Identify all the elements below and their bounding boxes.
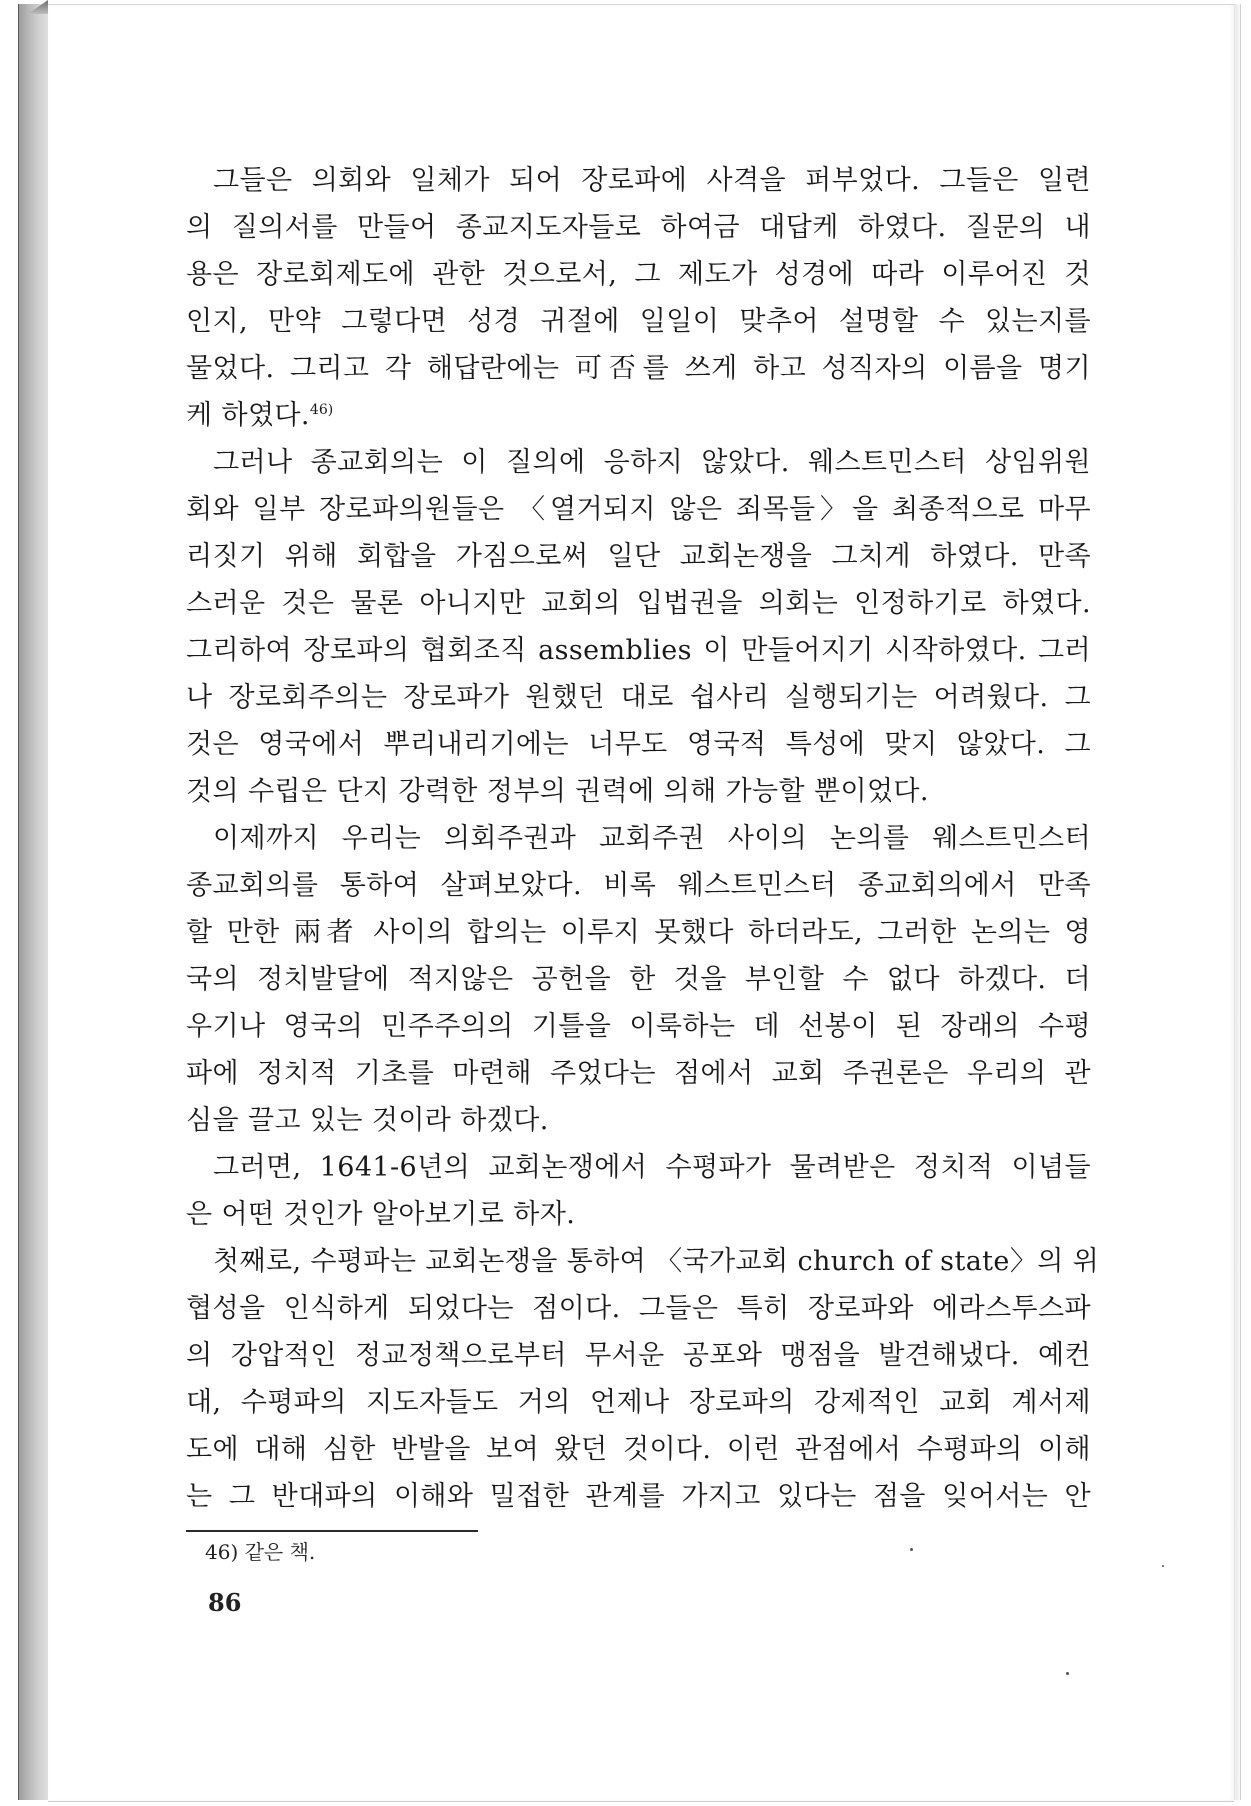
text-line: 의 질의서를 만들어 종교지도자들로 하여금 대답케 하였다. 질문의 내 [186,212,1091,243]
body-text [186,157,1100,1520]
scan-speck [1066,1672,1069,1675]
text-line: 도에 대해 심한 반발을 보여 왔던 것이다. 이런 관점에서 수평파의 이해 [186,1434,1091,1465]
text-line: 할 만한 兩者 사이의 합의는 이루지 못했다 하더라도, 그러한 논의는 영 [186,917,1091,948]
text-line: 회와 일부 장로파의원들은 〈열거되지 않은 죄목들〉을 최종적으로 마무 [186,494,1091,525]
text-line: 그러면, 1641-6년의 교회논쟁에서 수평파가 물려받은 정치적 이념들 [213,1152,1091,1183]
text-line: 협성을 인식하게 되었다는 점이다. 그들은 특히 장로파와 에라스투스파 [186,1293,1091,1324]
text-line: 국의 정치발달에 적지않은 공헌을 한 것을 부인할 수 없다 하겠다. 더 [186,964,1091,995]
text-line: 은 어떤 것인가 알아보기로 하자. [186,1199,576,1230]
page-edge [1234,4,1241,1800]
scan-speck [1162,1565,1164,1567]
text-line: 것의 수립은 단지 강력한 정부의 권력에 의해 가능할 뿐이었다. [186,776,929,807]
text-line: 의 강압적인 정교정책으로부터 무서운 공포와 맹점을 발견해냈다. 예컨 [186,1340,1091,1371]
page-number: 86 [208,1588,242,1617]
text-line: 우기나 영국의 민주주의의 기틀을 이룩하는 데 선봉이 된 장래의 수평 [186,1011,1091,1042]
footnote-divider [186,1530,478,1532]
text-line: 종교회의를 통하여 살펴보았다. 비록 웨스트민스터 종교회의에서 만족 [186,870,1091,901]
text-line: 심을 끌고 있는 것이라 하겠다. [186,1105,549,1136]
footnote: 46) 같은 책. [205,1540,316,1564]
text-line: 물었다. 그리고 각 해답란에는 可否를 쓰게 하고 성직자의 이름을 명기 [186,353,1091,384]
text-fragment: 케 하였다. [186,400,310,431]
footnote-reference: 46) [309,402,334,418]
text-line: 는 그 반대파의 이해와 밀접한 관계를 가지고 있다는 점을 잊어서는 안 [186,1481,1091,1512]
text-line: 나 장로회주의는 장로파가 원했던 대로 쉽사리 실행되기는 어려웠다. 그 [186,682,1091,713]
text-line: 대, 수평파의 지도자들도 거의 언제나 장로파의 강제적인 교회 계서제 [186,1387,1091,1418]
text-line: 이제까지 우리는 의회주권과 교회주권 사이의 논의를 웨스트민스터 [213,823,1091,854]
text-line: 인지, 만약 그렇다면 성경 귀절에 일일이 맞추어 설명할 수 있는지를 [186,306,1091,337]
text-line: 것은 영국에서 뿌리내리기에는 너무도 영국적 특성에 맞지 않았다. 그 [186,729,1091,760]
text-line: 용은 장로회제도에 관한 것으로서, 그 제도가 성경에 따라 이루어진 것 [186,259,1091,290]
text-line: 스러운 것은 물론 아니지만 교회의 입법권을 의회는 인정하기로 하였다. [186,588,1091,619]
text-line: 그들은 의회와 일체가 되어 장로파에 사격을 퍼부었다. 그들은 일련 [213,165,1091,196]
scan-speck [910,1548,913,1551]
text-line: 첫째로, 수평파는 교회논쟁을 통하여 〈국가교회 church of state〉의 위 [213,1246,1100,1277]
text-line [186,392,1091,439]
text-line: 리짓기 위해 회합을 가짐으로써 일단 교회논쟁을 그치게 하였다. 만족 [186,541,1091,572]
text-line: 그러나 종교회의는 이 질의에 응하지 않았다. 웨스트민스터 상임위원 [213,447,1091,478]
text-line: 파에 정치적 기초를 마련해 주었다는 점에서 교회 주권론은 우리의 관 [186,1058,1091,1089]
book-spine [18,4,51,1800]
text-line: 그리하여 장로파의 협회조직 assemblies 이 만들어지기 시작하였다. 그러 [186,635,1091,666]
